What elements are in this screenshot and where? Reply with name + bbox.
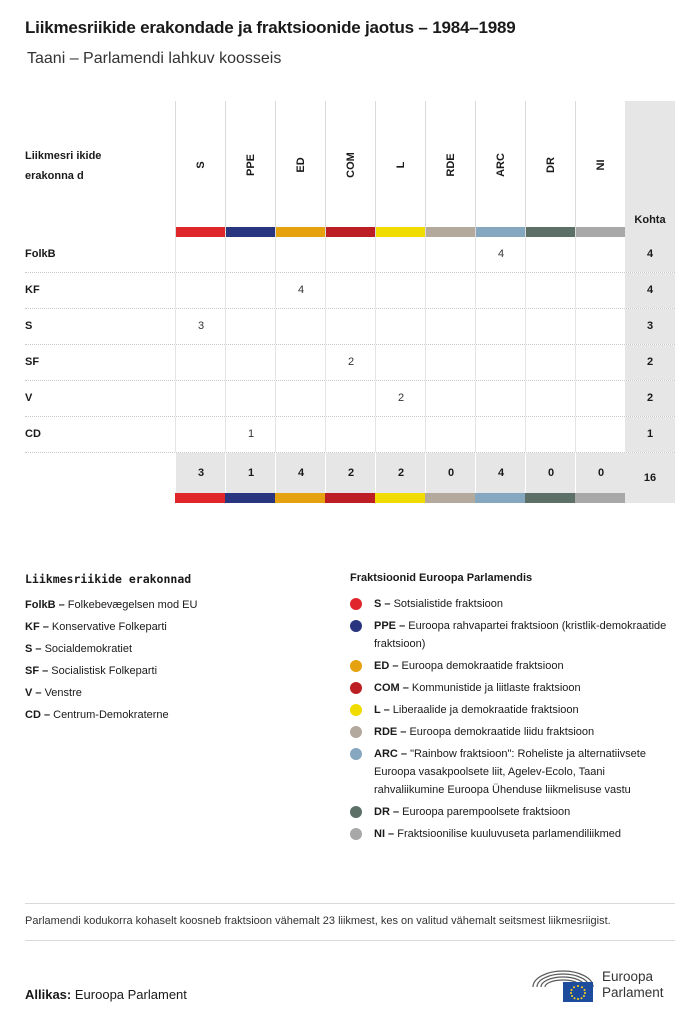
- totals-row: [25, 453, 675, 493]
- table-row: [25, 417, 675, 453]
- table-cell: [475, 381, 526, 416]
- table-row: [25, 381, 675, 417]
- group-legend-abbr: COM –: [374, 682, 409, 694]
- row-party-label: CD: [25, 428, 41, 440]
- column-label: RDE: [445, 153, 457, 177]
- table-cell: [475, 309, 526, 344]
- group-color-dot-icon: [350, 828, 362, 840]
- group-legend-name: Liberaalide ja demokraatide fraktsioon: [392, 704, 579, 716]
- column-label: L: [395, 161, 407, 169]
- column-color-bar: [226, 227, 276, 237]
- table-header: [25, 101, 675, 237]
- table-cell: [575, 237, 626, 272]
- table-cell: [575, 417, 626, 452]
- column-color-bar: [575, 493, 625, 503]
- group-legend-abbr: DR –: [374, 806, 400, 818]
- group-legend-name: Euroopa demokraatide liidu fraktsioon: [409, 726, 595, 738]
- table-row: [25, 345, 675, 381]
- table-row: [25, 309, 675, 345]
- column-total: 0: [575, 453, 626, 493]
- table-cell: 2: [375, 381, 426, 416]
- page-title: Liikmesriikide erakondade ja fraktsioonide jaotus – 1984–1989: [25, 18, 516, 37]
- group-legend-name: Euroopa demokraatide fraktsioon: [401, 660, 564, 672]
- column-label: ED: [295, 157, 307, 173]
- party-legend-name: Socialdemokratiet: [44, 643, 133, 655]
- table-cell: [175, 273, 226, 308]
- logo-line-2: Parlament: [602, 985, 664, 1000]
- group-legend-name: Euroopa parempoolsete fraktsioon: [402, 806, 571, 818]
- table-cell: [425, 345, 476, 380]
- column-color-bar: [175, 493, 225, 503]
- table-cell: [325, 273, 376, 308]
- column-label: COM: [345, 152, 357, 178]
- column-header-l: [375, 101, 426, 237]
- table-cell: [525, 381, 576, 416]
- group-legend-abbr: RDE –: [374, 726, 407, 738]
- table-cell: [575, 345, 626, 380]
- total-column-label: Kohta: [634, 214, 666, 226]
- column-color-bar: [425, 493, 475, 503]
- column-color-bar: [476, 227, 526, 237]
- group-legend-abbr: ARC –: [374, 748, 408, 760]
- group-legend-item: [350, 679, 675, 697]
- column-label: NI: [595, 159, 607, 171]
- table-cell: 2: [325, 345, 376, 380]
- table-cell: [175, 345, 226, 380]
- footnote: Parlamendi kodukorra kohaselt koosneb fraktsioon vähemalt 23 liikmest, kes on valitud vähemalt seitsmest liikmesriigist.: [25, 903, 675, 941]
- table-cell: [425, 381, 476, 416]
- table-cell: [175, 237, 226, 272]
- party-legend-abbr: KF –: [25, 621, 49, 633]
- column-total: 4: [275, 453, 326, 493]
- column-total: 4: [475, 453, 526, 493]
- column-color-bar: [475, 493, 525, 503]
- table-cell: [425, 273, 476, 308]
- table-cell: [275, 345, 326, 380]
- table-cell: [275, 417, 326, 452]
- group-legend-name: Kommunistide ja liitlaste fraktsioon: [411, 682, 581, 694]
- total-column-header: [625, 101, 675, 237]
- table-cell: [225, 237, 276, 272]
- table-cell: [175, 417, 226, 452]
- column-color-bar: [326, 227, 376, 237]
- table-row: [25, 237, 675, 273]
- party-legend-item: [25, 640, 335, 658]
- table-cell: [425, 237, 476, 272]
- group-legend-abbr: NI –: [374, 828, 395, 840]
- party-legend-title: Liikmesriikide erakonnad: [25, 572, 192, 586]
- table-cell: [525, 237, 576, 272]
- column-color-bar: [225, 493, 275, 503]
- group-color-dot-icon: [350, 682, 362, 694]
- column-header-s: [175, 101, 226, 237]
- table-cell: [375, 345, 426, 380]
- group-legend-name: Sotsialistide fraktsioon: [393, 598, 504, 610]
- group-legend-item: [350, 701, 675, 719]
- source-line: [25, 987, 187, 1002]
- column-total: 0: [525, 453, 576, 493]
- table-cell: [375, 417, 426, 452]
- grand-total: 16: [625, 453, 675, 503]
- party-legend-abbr: SF –: [25, 665, 49, 677]
- table-cell: [425, 417, 476, 452]
- table-cell: [375, 309, 426, 344]
- table-cell: [575, 309, 626, 344]
- group-legend-item: [350, 595, 675, 613]
- column-total: 0: [425, 453, 476, 493]
- table-cell: [475, 417, 526, 452]
- logo-line-1: Euroopa: [602, 969, 654, 984]
- group-legend-item: [350, 723, 675, 741]
- table-cell: [175, 381, 226, 416]
- table-cell: [525, 273, 576, 308]
- table-cell: [325, 417, 376, 452]
- group-legend-abbr: S –: [374, 598, 391, 610]
- party-legend-name: Socialistisk Folkeparti: [51, 665, 158, 677]
- parliament-emblem-icon: [530, 965, 596, 1005]
- table-row: [25, 273, 675, 309]
- column-header-com: [325, 101, 376, 237]
- column-color-bar: [375, 493, 425, 503]
- column-color-bar: [526, 227, 576, 237]
- table-cell: [575, 381, 626, 416]
- source-label: Allikas:: [25, 987, 72, 1002]
- column-color-bar: [576, 227, 626, 237]
- group-legend-title: Fraktsioonid Euroopa Parlamendis: [350, 572, 533, 584]
- group-legend-name: Euroopa rahvapartei fraktsioon (kristlik-demokraatide fraktsioon): [374, 620, 667, 650]
- column-color-bar: [525, 493, 575, 503]
- group-legend-item: [350, 617, 675, 653]
- table-cell: [525, 345, 576, 380]
- column-header-dr: [525, 101, 576, 237]
- table-cell: [225, 273, 276, 308]
- column-total: 3: [175, 453, 226, 493]
- table-body: [25, 237, 675, 503]
- party-legend-item: [25, 596, 335, 614]
- group-legend-abbr: ED –: [374, 660, 399, 672]
- table-cell: [325, 309, 376, 344]
- table-cell: [375, 237, 426, 272]
- table-cell: [225, 345, 276, 380]
- party-legend-abbr: FolkB –: [25, 599, 65, 611]
- group-legend-name: "Rainbow fraktsioon": Roheliste ja alternatiivsete Euroopa vasakpoolsete liit, Agelev-Ecolo, Taani rahvaliikumine Euroopa Ühenduse liikmelisuse vastu: [374, 748, 646, 796]
- row-total: 3: [625, 309, 675, 344]
- column-total: 2: [325, 453, 376, 493]
- table-cell: [325, 237, 376, 272]
- row-party-label: V: [25, 392, 33, 404]
- row-header-label: Liikmesri ikide erakonna d: [25, 150, 102, 182]
- source-value: Euroopa Parlament: [74, 987, 187, 1002]
- party-legend-item: [25, 662, 335, 680]
- table-cell: [525, 309, 576, 344]
- table-cell: [375, 273, 426, 308]
- party-legend-name: Venstre: [44, 687, 82, 699]
- table-cell: [475, 273, 526, 308]
- group-legend: [350, 572, 675, 847]
- column-color-bar: [275, 493, 325, 503]
- group-legend-item: [350, 825, 675, 843]
- table-cell: [525, 417, 576, 452]
- row-total: 2: [625, 381, 675, 416]
- column-label: DR: [545, 157, 557, 173]
- column-color-bar: [325, 493, 375, 503]
- group-color-dot-icon: [350, 806, 362, 818]
- row-total: 1: [625, 417, 675, 452]
- row-party-label: SF: [25, 356, 40, 368]
- table-cell: [425, 309, 476, 344]
- party-legend-item: [25, 706, 335, 724]
- row-party-label: FolkB: [25, 248, 56, 260]
- group-color-dot-icon: [350, 748, 362, 760]
- column-header-arc: [475, 101, 526, 237]
- table-cell: 4: [275, 273, 326, 308]
- table-cell: [475, 345, 526, 380]
- group-legend-item: [350, 745, 675, 799]
- table-cell: [325, 381, 376, 416]
- european-parliament-logo: [530, 965, 676, 1005]
- column-label: ARC: [495, 153, 507, 177]
- table-cell: 3: [175, 309, 226, 344]
- row-party-label: S: [25, 320, 33, 332]
- table-cell: [225, 309, 276, 344]
- column-color-bar: [276, 227, 326, 237]
- row-party-label: KF: [25, 284, 40, 296]
- logo-text: [602, 969, 664, 1001]
- table-cell: [275, 309, 326, 344]
- party-legend-item: [25, 684, 335, 702]
- table-cell: [275, 237, 326, 272]
- column-total: 1: [225, 453, 276, 493]
- party-legend-abbr: V –: [25, 687, 42, 699]
- group-legend-name: Fraktsioonilise kuuluvuseta parlamendiliikmed: [397, 828, 622, 840]
- row-total: 2: [625, 345, 675, 380]
- page-subtitle: Taani – Parlamendi lahkuv koosseis: [27, 50, 282, 67]
- row-total: 4: [625, 273, 675, 308]
- column-color-bar: [376, 227, 426, 237]
- group-color-dot-icon: [350, 726, 362, 738]
- group-color-dot-icon: [350, 704, 362, 716]
- column-header-ed: [275, 101, 326, 237]
- group-legend-item: [350, 657, 675, 675]
- party-legend-name: Centrum-Demokraterne: [53, 709, 169, 721]
- party-legend-abbr: S –: [25, 643, 42, 655]
- column-color-bar: [176, 227, 226, 237]
- column-label: S: [195, 161, 207, 169]
- column-header-ppe: [225, 101, 276, 237]
- column-header-rde: [425, 101, 476, 237]
- table-cell: [575, 273, 626, 308]
- column-header-ni: [575, 101, 626, 237]
- column-label: PPE: [245, 153, 257, 177]
- table-cell: 4: [475, 237, 526, 272]
- column-color-bar: [426, 227, 476, 237]
- table-cell: 1: [225, 417, 276, 452]
- table-cell: [225, 381, 276, 416]
- party-legend-name: Konservative Folkeparti: [51, 621, 167, 633]
- party-legend-abbr: CD –: [25, 709, 51, 721]
- row-total: 4: [625, 237, 675, 272]
- bottom-color-bars: [25, 493, 675, 503]
- group-legend-abbr: L –: [374, 704, 390, 716]
- party-legend: [25, 572, 335, 728]
- group-color-dot-icon: [350, 660, 362, 672]
- party-legend-item: [25, 618, 335, 636]
- group-color-dot-icon: [350, 620, 362, 632]
- group-legend-abbr: PPE –: [374, 620, 406, 632]
- party-legend-name: Folkebevægelsen mod EU: [67, 599, 198, 611]
- column-total: 2: [375, 453, 426, 493]
- group-legend-item: [350, 803, 675, 821]
- group-color-dot-icon: [350, 598, 362, 610]
- table-cell: [275, 381, 326, 416]
